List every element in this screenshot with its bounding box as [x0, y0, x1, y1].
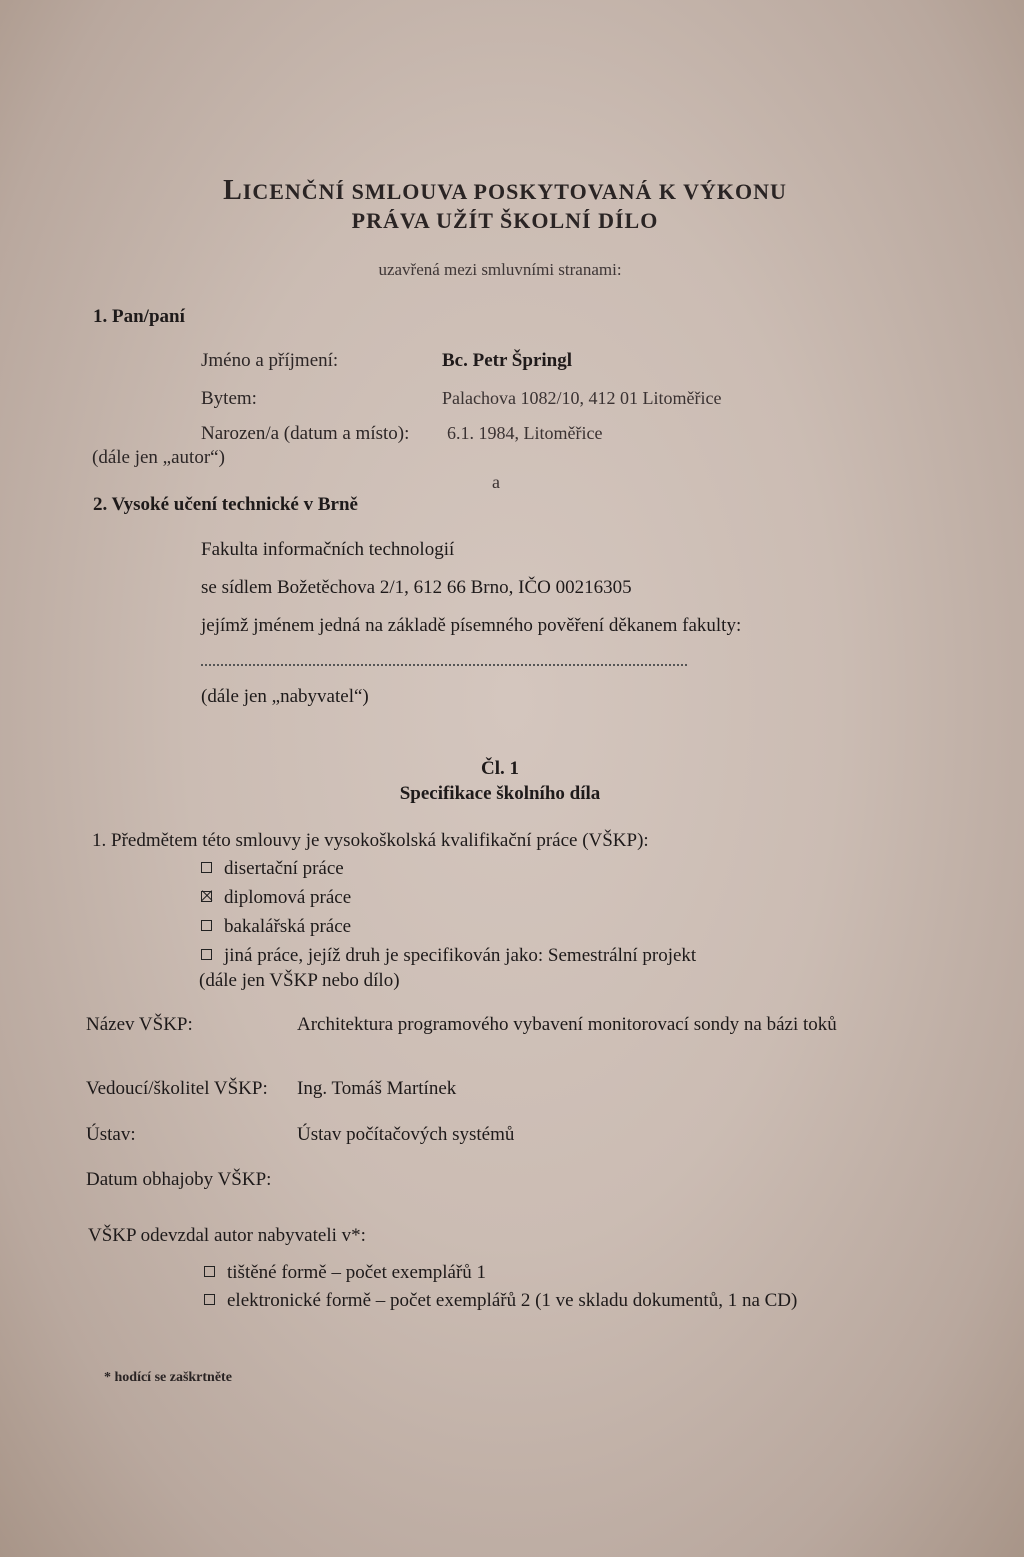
name-label: Jméno a příjmení: [201, 350, 339, 371]
article-number: Čl. 1 [481, 758, 519, 779]
supervisor-value: Ing. Tomáš Martínek [297, 1078, 457, 1099]
checkbox-icon[interactable] [201, 949, 212, 960]
born-label: Narozen/a (datum a místo): [201, 423, 410, 444]
party1-heading: 1. Pan/paní [93, 306, 185, 327]
work-alias: (dále jen VŠKP nebo dílo) [199, 970, 400, 991]
delivery-electronic[interactable] [204, 1290, 797, 1312]
option-label: tištěné formě – počet exemplářů 1 [227, 1262, 487, 1283]
checkbox-icon[interactable] [201, 862, 212, 873]
checked-checkbox-icon[interactable] [201, 891, 212, 902]
title-initial: L [223, 175, 243, 206]
representation-text: jejímž jménem jedná na základě písemného pověření děkanem fakulty: [201, 615, 742, 636]
defense-date-label: Datum obhajoby VŠKP: [86, 1169, 272, 1190]
address-value: Palachova 1082/10, 412 01 Litoměřice [442, 388, 722, 408]
address-label: Bytem: [201, 388, 257, 409]
name-value: Bc. Petr Špringl [442, 350, 573, 371]
option-label: disertační práce [224, 858, 344, 879]
supervisor-label: Vedoucí/školitel VŠKP: [86, 1078, 268, 1099]
option-dissertation[interactable] [201, 858, 344, 880]
option-diploma[interactable] [201, 887, 351, 909]
acquirer-alias: (dále jen „nabyvatel“) [201, 686, 369, 707]
institute-label: Ústav: [86, 1124, 136, 1145]
title-line1-text: ICENČNÍ SMLOUVA POSKYTOVANÁ K VÝKONU [242, 179, 787, 204]
article-title: Specifikace školního díla [399, 783, 601, 804]
subject-intro: 1. Předmětem této smlouvy je vysokoškolská kvalifikační práce (VŠKP): [92, 830, 649, 851]
institute-value: Ústav počítačových systémů [297, 1124, 515, 1145]
checkbox-icon[interactable] [201, 920, 212, 931]
delivery-intro: VŠKP odevzdal autor nabyvateli v*: [88, 1225, 366, 1246]
work-name-label: Název VŠKP: [86, 1014, 193, 1035]
author-alias: (dále jen „autor“) [92, 447, 225, 468]
seat-text: se sídlem Božetěchova 2/1, 612 66 Brno, IČO 00216305 [201, 577, 632, 598]
faculty-text: Fakulta informačních technologií [201, 539, 455, 560]
option-label: elektronické formě – počet exemplářů 2 (1 ve skladu dokumentů, 1 na CD) [227, 1290, 798, 1311]
signature-dotted-line [201, 656, 687, 666]
option-other[interactable] [201, 945, 696, 967]
option-label: diplomová práce [224, 887, 352, 908]
option-label: jiná práce, jejíž druh je specifikován jako: Semestrální projekt [224, 945, 697, 966]
checkbox-icon[interactable] [204, 1294, 215, 1305]
option-label: bakalářská práce [224, 916, 352, 937]
footnote: * hodící se zaškrtněte [104, 1370, 232, 1385]
conjunction: a [492, 472, 500, 492]
contract-subtitle: uzavřená mezi smluvními stranami: [378, 260, 622, 279]
born-value: 6.1. 1984, Litoměřice [447, 423, 603, 443]
party2-heading: 2. Vysoké učení technické v Brně [93, 494, 358, 515]
checkbox-icon[interactable] [204, 1266, 215, 1277]
contract-title-line2: PRÁVA UŽÍT ŠKOLNÍ DÍLO [351, 208, 659, 233]
delivery-printed[interactable] [204, 1262, 486, 1284]
work-name-value: Architektura programového vybavení monitorovací sondy na bázi toků [297, 1014, 837, 1035]
contract-title-line1 [0, 175, 1010, 207]
option-bachelor[interactable] [201, 916, 351, 938]
